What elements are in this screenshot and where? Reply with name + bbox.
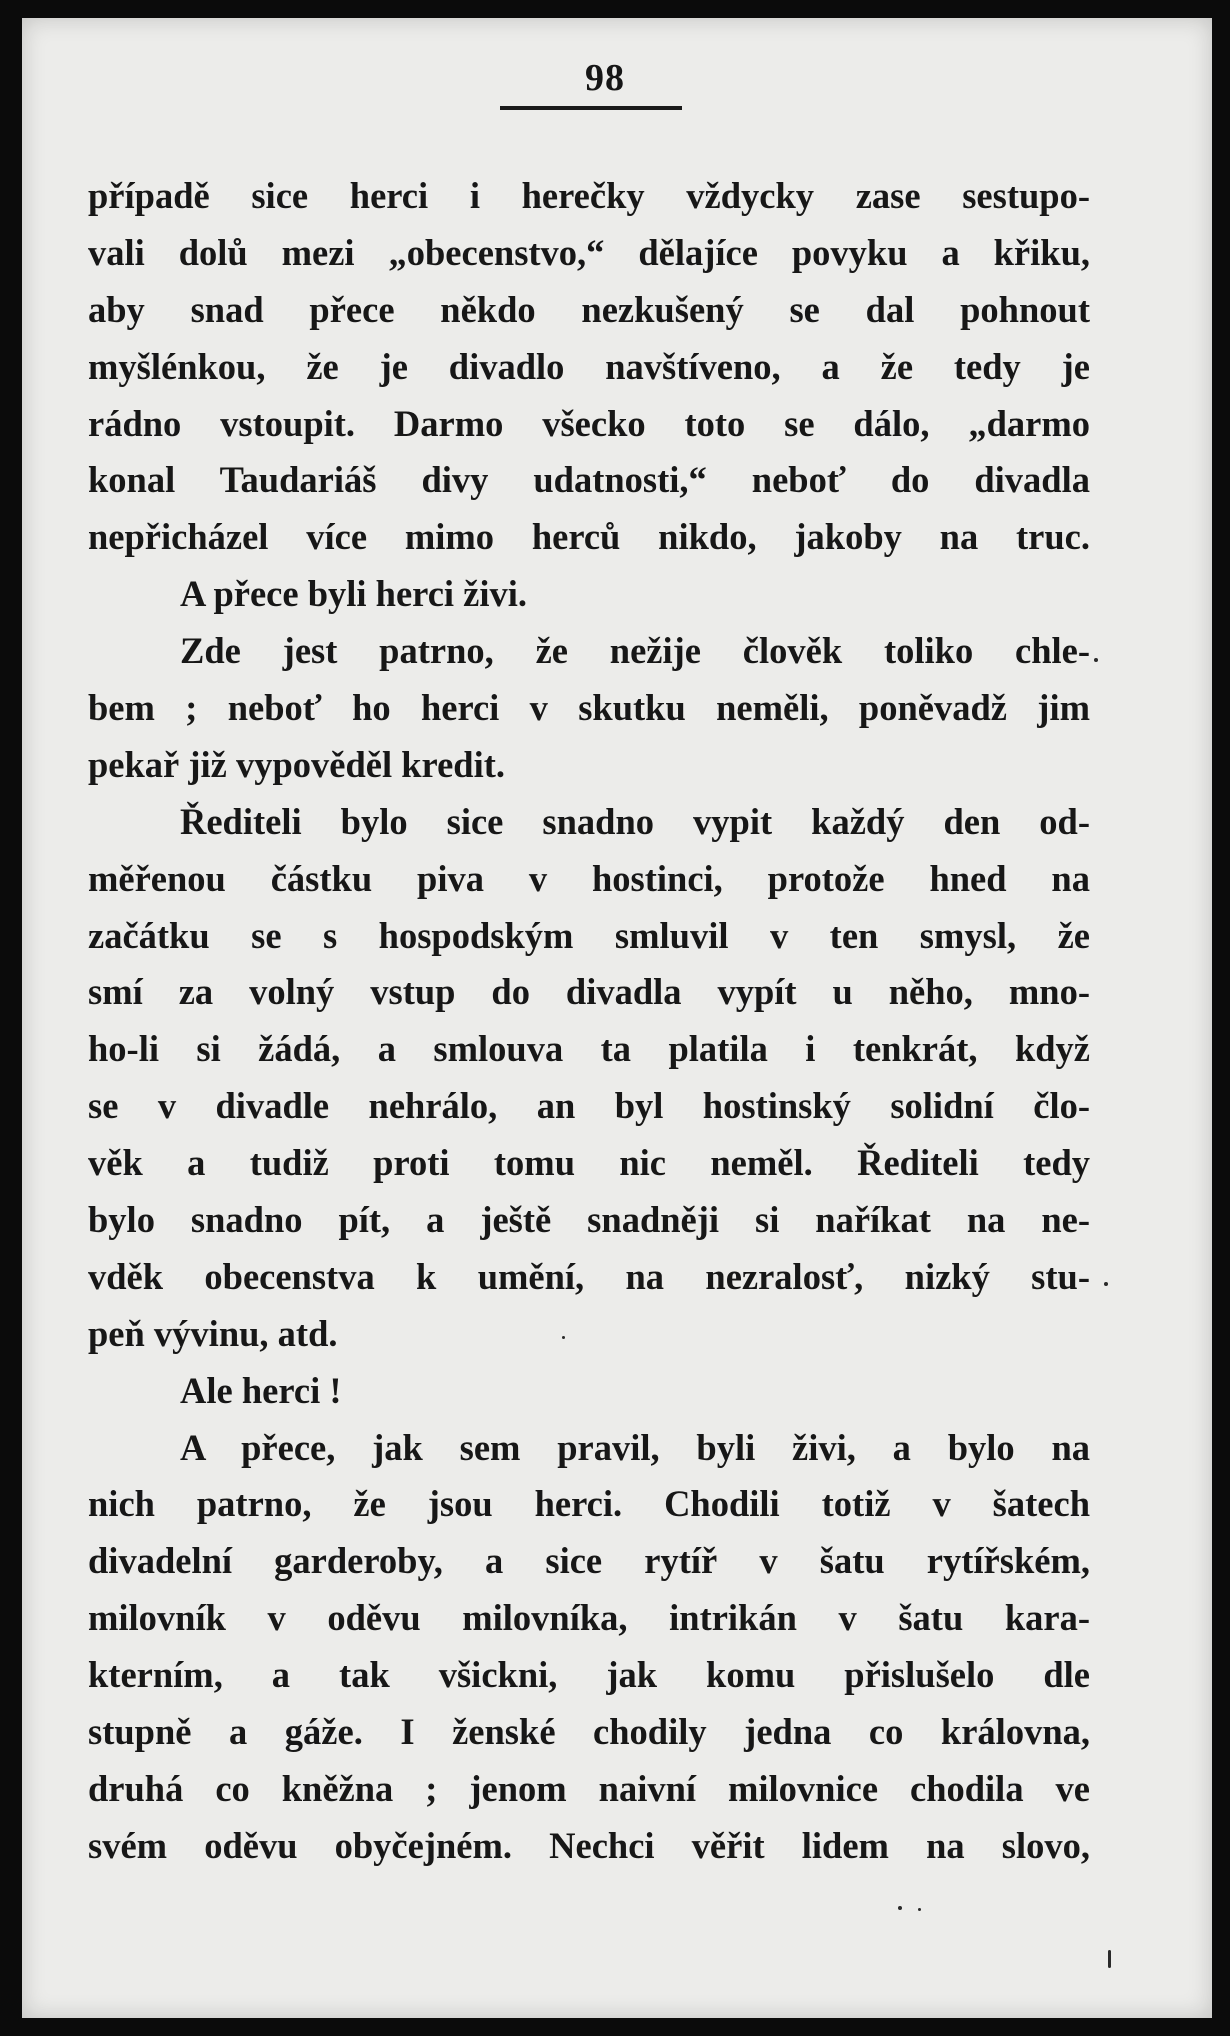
text-line: Zde jest patrno, že nežije člověk toliko chle- (180, 630, 1090, 672)
text-line: ho-li si žádá, a smlouva ta platila i tenkrát, když (88, 1028, 1090, 1070)
page-header (22, 56, 1212, 100)
text-line: milovník v oděvu milovníka, intrikán v šatu kara- (88, 1597, 1090, 1639)
page-number: 98 (585, 57, 625, 99)
text-line: kterním, a tak všickni, jak komu přislušelo dle (88, 1654, 1090, 1696)
text-line: Řediteli bylo sice snadno vypit každý den od- (180, 800, 1090, 842)
text-line: smí za volný vstup do divadla vypít u něho, mno- (88, 971, 1090, 1013)
scan-speck (1094, 658, 1098, 662)
text-line: peň vývinu, atd. (88, 1312, 338, 1354)
text-line: stupně a gáže. I ženské chodily jedna co královna, (88, 1711, 1090, 1753)
scan-speck (562, 1336, 565, 1339)
text-line: druhá co kněžna ; jenom naivní milovnice chodila ve (88, 1767, 1090, 1809)
scan-speck (1104, 1282, 1108, 1286)
scan-speck (1108, 1950, 1111, 1968)
text-line: bylo snadno pít, a ještě snadněji si naříkat na ne- (88, 1199, 1090, 1241)
text-line: A přece byli herci živi. (180, 573, 528, 615)
text-line: Ale herci ! (180, 1369, 342, 1411)
text-line: konal Taudariáš divy udatnosti,“ neboť do divadla (88, 459, 1090, 501)
header-rule (500, 106, 682, 110)
text-line: případě sice herci i herečky vždycky zase sestupo- (88, 175, 1090, 216)
text-line: se v divadle nehrálo, an byl hostinský solidní člo- (88, 1085, 1090, 1127)
text-line: aby snad přece někdo nezkušený se dal pohnout (88, 288, 1090, 330)
text-line: nepřicházel více mimo herců nikdo, jakoby na truc. (88, 516, 1090, 558)
text-line: začátku se s hospodským smluvil v ten smysl, že (88, 914, 1090, 956)
text-line: myšlénkou, že je divadlo navštíveno, a že tedy je (88, 345, 1090, 387)
text-line: svém oděvu obyčejném. Nechci věřit lidem na slovo, (88, 1824, 1090, 1866)
book-page (22, 18, 1212, 2018)
text-line: věk a tudiž proti tomu nic neměl. Řediteli tedy (88, 1142, 1090, 1184)
text-line: A přece, jak sem pravil, byli živi, a bylo na (180, 1426, 1090, 1468)
text-line: vali dolů mezi „obecenstvo,“ dělajíce povyku a křiku, (88, 231, 1090, 273)
text-line: vděk obecenstva k umění, na nezralosť, nizký stu- (88, 1255, 1090, 1297)
text-line: rádno vstoupit. Darmo všecko toto se dálo, „darmo (88, 402, 1090, 444)
text-line: divadelní garderoby, a sice rytíř v šatu rytířském, (88, 1540, 1090, 1582)
scan-speck (918, 1908, 921, 1911)
text-line: pekař již vypověděl kredit. (88, 743, 506, 785)
text-line: bem ; neboť ho herci v skutku neměli, poněvadž jim (88, 687, 1090, 729)
body-text (88, 168, 1090, 1875)
text-line: nich patrno, že jsou herci. Chodili totiž v šatech (88, 1483, 1090, 1525)
text-line: měřenou částku piva v hostinci, protože hned na (88, 857, 1090, 899)
scan-speck (898, 1906, 902, 1910)
